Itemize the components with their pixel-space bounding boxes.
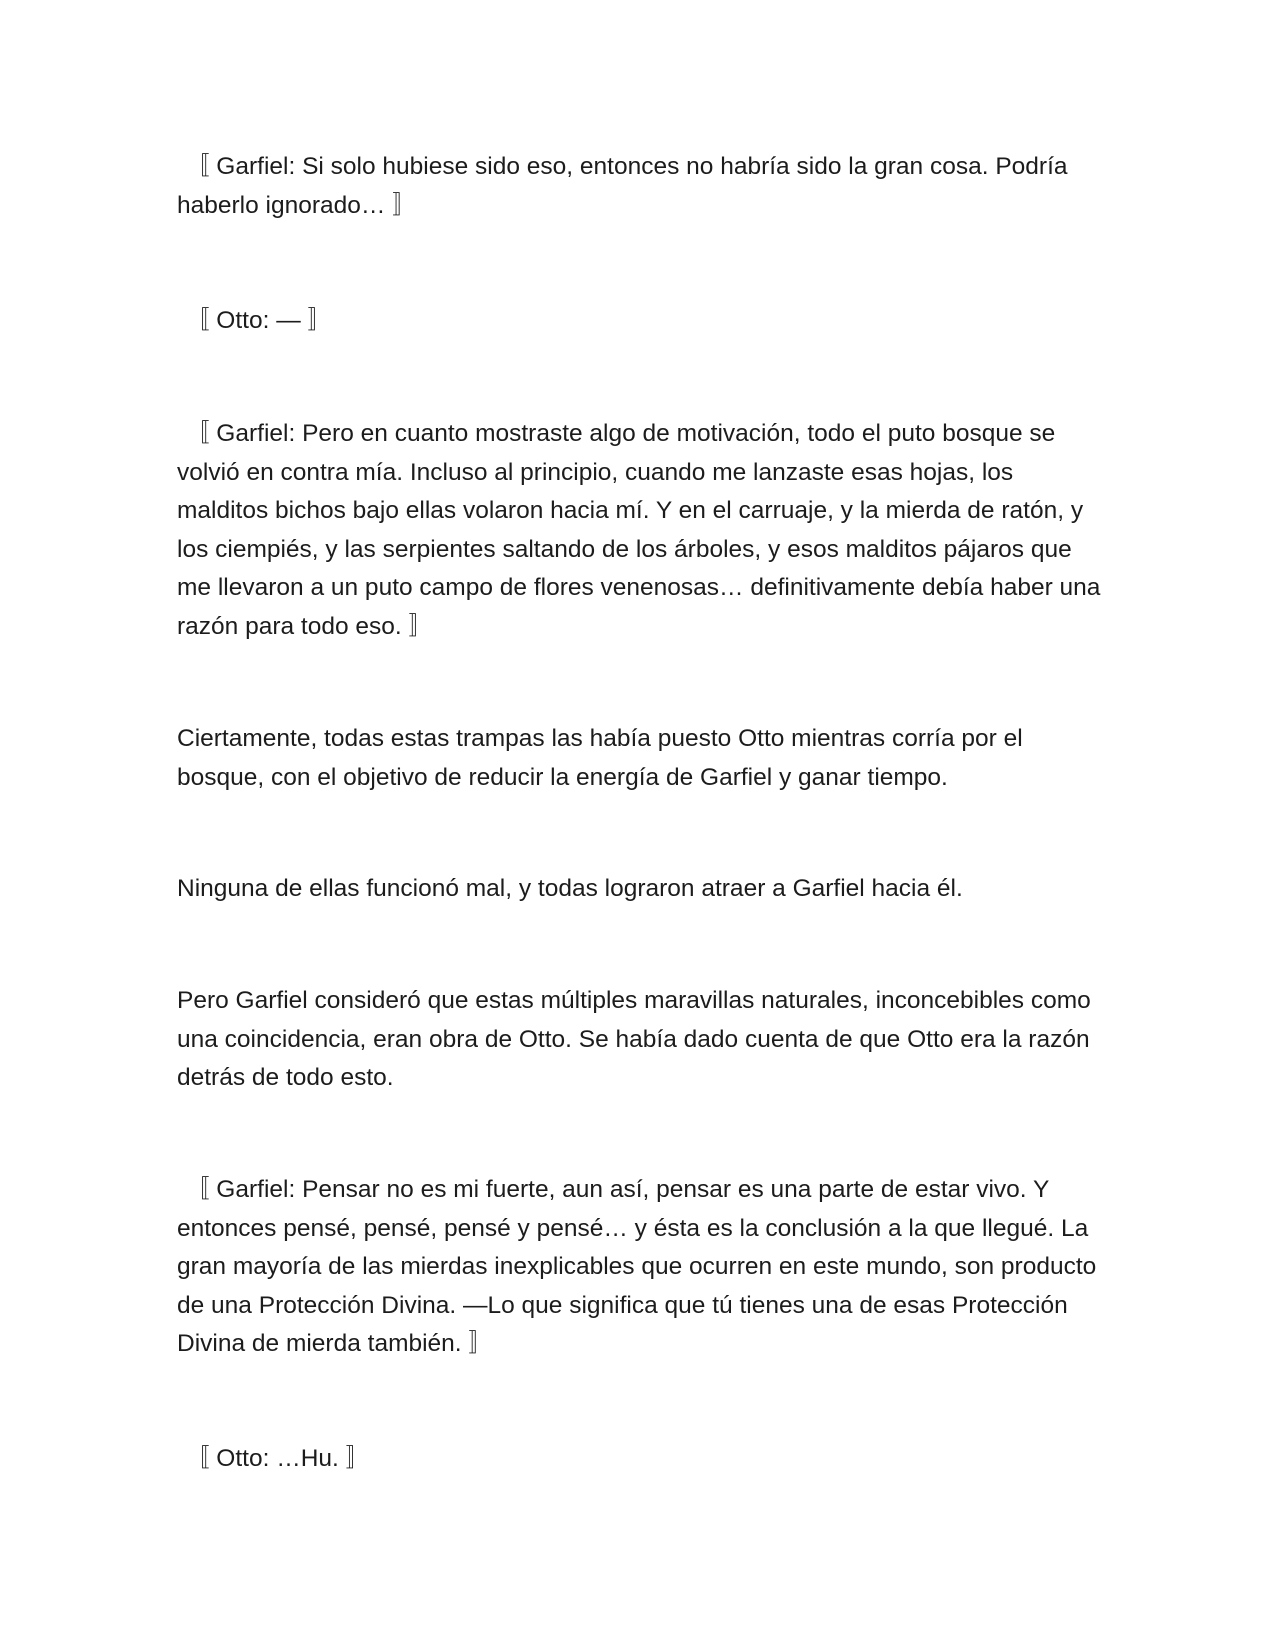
narration-paragraph-1: Ciertamente, todas estas trampas las había puesto Otto mientras corría por el bosque, con el objetivo de reducir la energía de Garfiel y ganar tiempo. [177, 725, 1023, 791]
dialogue-otto-1: 〚 Otto: — 〛 [185, 307, 333, 334]
dialogue-garfiel-2: 〚 Garfiel: Pero en cuanto mostraste algo de motivación, todo el puto bosque se volvió en contra mía. Incluso al principio, cuando me lanzaste esas hojas, los malditos bichos bajo ellas volaron hacia mí. Y en el carruaje, y la mierda de ratón, y los ciempiés, y las serpientes saltando de los árboles, y esos malditos pájaros que me llevaron a un puto campo de flores venenosas… definitivamente debía haber una razón para todo eso. 〛 [177, 420, 1101, 640]
dialogue-garfiel-3: 〚 Garfiel: Pensar no es mi fuerte, aun así, pensar es una parte de estar vivo. Y entonces pensé, pensé, pensé y pensé… y ésta es la conclusión a la que llegué. La gran mayoría de las mierdas inexplicables que ocurren en este mundo, son producto de una Protección Divina. —Lo que significa que tú tienes una de esas Protección Divina de mierda también. 〛 [177, 1176, 1097, 1357]
narration-paragraph-3: Pero Garfiel consideró que estas múltiples maravillas naturales, inconcebibles como una coincidencia, eran obra de Otto. Se había dado cuenta de que Otto era la razón detrás de todo esto. [177, 987, 1091, 1091]
dialogue-otto-2: 〚 Otto: …Hu. 〛 [185, 1445, 371, 1472]
dialogue-garfiel-1: 〚 Garfiel: Si solo hubiese sido eso, entonces no habría sido la gran cosa. Podría haberlo ignorado… 〛 [177, 153, 1068, 219]
narration-paragraph-2: Ninguna de ellas funcionó mal, y todas lograron atraer a Garfiel hacia él. [177, 875, 963, 902]
